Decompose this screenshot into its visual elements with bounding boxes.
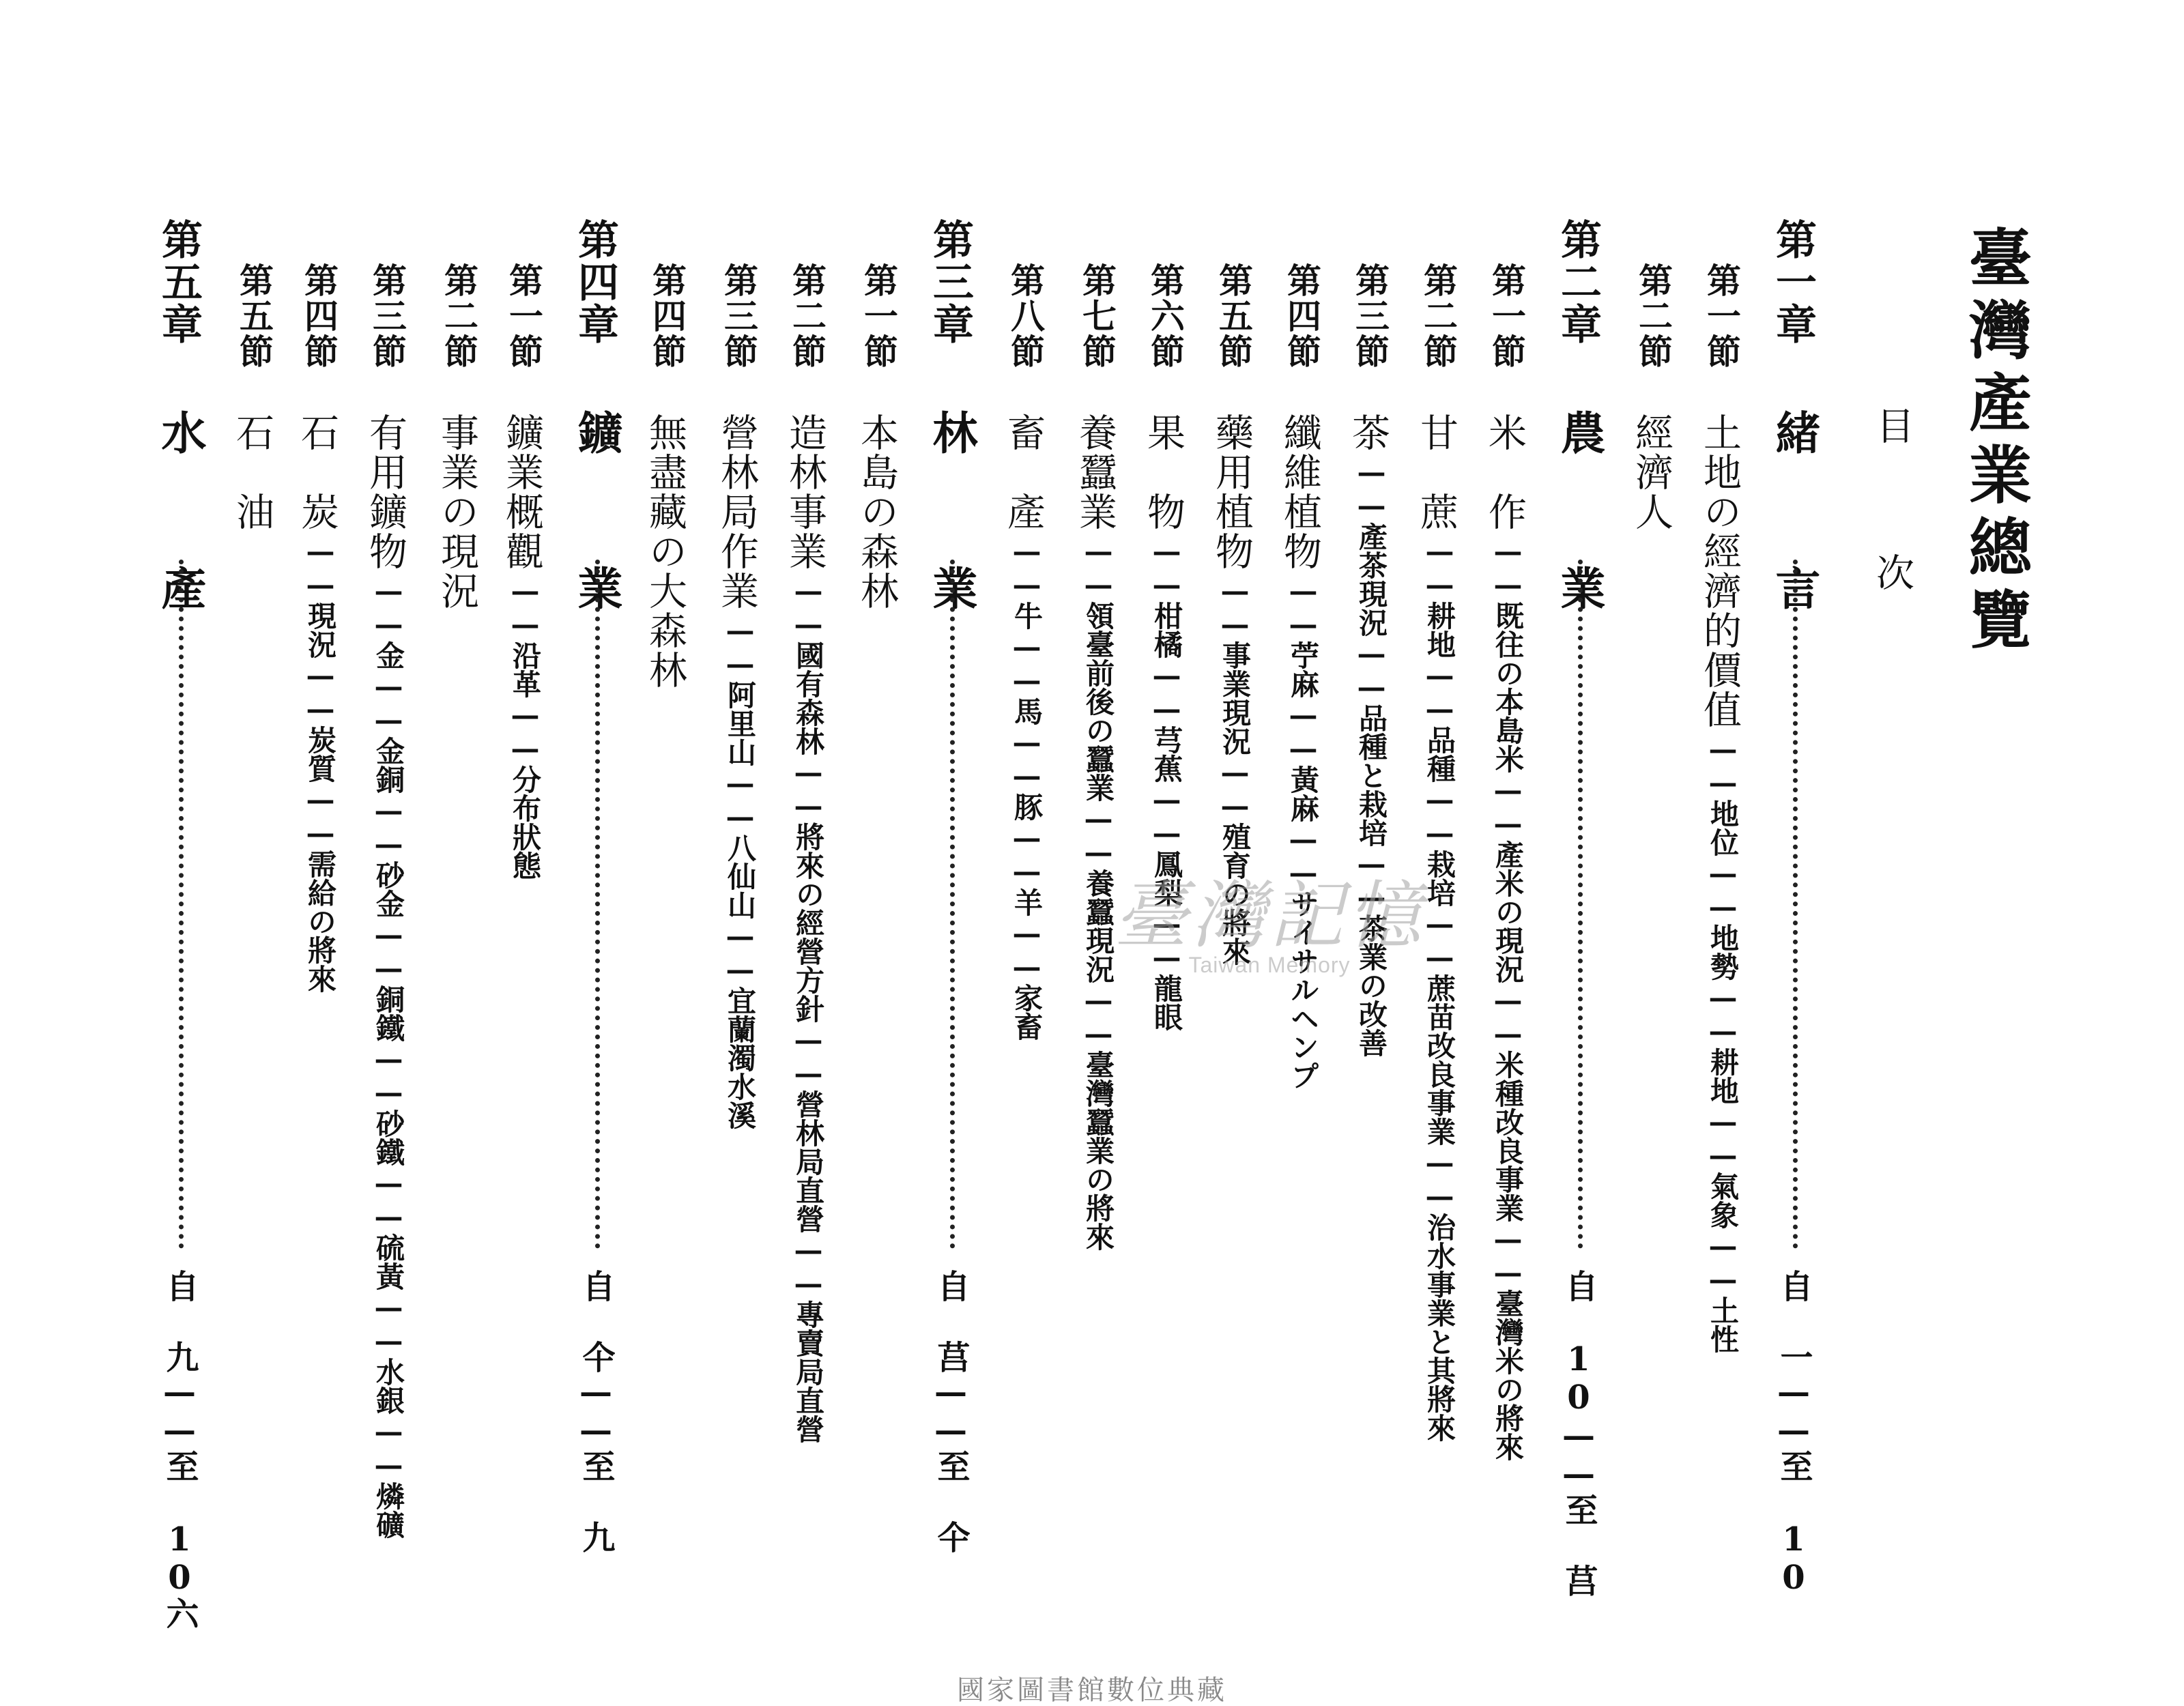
toc-heading-ji: 次	[1870, 553, 1914, 591]
page-range: 自 10——至 莒	[1560, 1269, 1598, 1597]
section-label: 第四節	[647, 263, 687, 369]
page-range: 自 九——至 10六	[160, 1269, 199, 1630]
section-title: 纖維植物	[1278, 413, 1322, 571]
section-label: 第二節	[439, 263, 478, 369]
section-label: 第五節	[234, 263, 274, 369]
book-title: 臺灣產業總覽	[1959, 225, 2032, 659]
section-subtopics: ——柑橘——芎蕉——鳳梨——龍眼	[1150, 534, 1183, 1031]
chapter-label: 第三章	[926, 218, 974, 345]
dot-leader	[595, 560, 600, 1249]
chapter-title: 農 業	[1553, 409, 1606, 643]
section-title: 經濟人	[1629, 413, 1673, 532]
chapter-label: 第一章	[1769, 218, 1817, 345]
toc-heading-mo: 目	[1870, 406, 1914, 444]
watermark-english: Taiwan Memory	[1188, 953, 1351, 977]
dot-leader	[950, 560, 955, 1249]
section-label: 第四節	[1282, 263, 1321, 369]
page-range: 自 一——至 10	[1774, 1269, 1813, 1597]
watermark-chinese: 臺灣記憶	[1113, 873, 1425, 959]
section-title: 石 炭	[295, 413, 339, 532]
section-subtopics: ——金——金銅——砂金——銅鐵——砂鐵——硫黃——水銀——燐礦	[372, 574, 405, 1539]
section-title: 甘 蔗	[1414, 413, 1459, 532]
section-title: 事業の現況	[435, 413, 479, 611]
section-subtopics: ——事業現況——殖育の將來	[1218, 574, 1252, 966]
chapter-label: 第五章	[155, 218, 203, 345]
section-title: 果 物	[1141, 413, 1186, 532]
section-subtopics: ——苧麻——黃麻——サイサルヘンプ	[1287, 574, 1320, 1090]
section-title: 土地の經濟的價值	[1697, 413, 1742, 729]
chapter-title: 水 產	[154, 409, 207, 643]
chapter-title: 緒 言	[1768, 409, 1821, 643]
section-label: 第一節	[1701, 263, 1741, 369]
section-subtopics: ——沿革——分布狀態	[508, 574, 542, 880]
section-subtopics: ——阿里山——八仙山——宜蘭濁水溪	[723, 613, 757, 1129]
section-title: 米 作	[1482, 413, 1527, 532]
section-label: 第七節	[1077, 263, 1117, 369]
section-label: 第五節	[1213, 263, 1253, 369]
section-subtopics: ——地位——地勢——耕地——氣象——土性	[1706, 732, 1740, 1353]
section-subtopics: ——領臺前後の蠶業——養蠶現況——臺灣蠶業の將來	[1082, 534, 1115, 1251]
watermark	[1092, 856, 1447, 978]
section-subtopics: ——既往の本島米——產米の現況——米種改良事業——臺灣米の將來	[1491, 534, 1525, 1461]
section-label: 第八節	[1005, 263, 1045, 369]
section-label: 第六節	[1145, 263, 1185, 369]
section-subtopics: ——國有森林——將來の經營方針——營林局直營——專賣局直營	[792, 574, 825, 1443]
section-title: 石 油	[230, 413, 274, 532]
section-title: 本島の森林	[854, 413, 899, 611]
chapter-label: 第二章	[1554, 218, 1602, 345]
section-title: 藥用植物	[1209, 413, 1254, 571]
chapter-label: 第四章	[571, 218, 619, 345]
chapter-title: 林 業	[925, 409, 978, 643]
page-range: 自 莒——至 仐	[932, 1269, 970, 1553]
section-label: 第一節	[504, 263, 543, 369]
section-label: 第一節	[859, 263, 898, 369]
section-title: 茶	[1346, 413, 1390, 452]
section-label: 第一節	[1486, 263, 1526, 369]
section-label: 第三節	[719, 263, 758, 369]
section-label: 第二節	[787, 263, 827, 369]
page-range: 自 仐——至 九	[577, 1269, 615, 1553]
section-label: 第三節	[367, 263, 407, 369]
section-title: 營林局作業	[715, 413, 759, 611]
section-subtopics: ——現況——炭質——需給の將來	[304, 534, 337, 993]
section-title: 無盡藏の大森林	[643, 413, 687, 690]
section-subtopics: ——牛——馬——豚——羊——家畜	[1010, 534, 1044, 1041]
dot-leader	[1793, 560, 1798, 1249]
section-title: 造林事業	[783, 413, 827, 571]
section-subtopics: ——耕地——品種——栽培——蔗苗改良事業——治水事業と其將來	[1423, 534, 1456, 1442]
dot-leader	[1578, 560, 1583, 1249]
chapter-title: 鑛 業	[570, 409, 623, 643]
section-title: 養蠶業	[1073, 413, 1117, 532]
dot-leader	[179, 560, 184, 1249]
footer-credit: 國家圖書館數位典藏	[957, 1675, 1227, 1706]
section-label: 第二節	[1633, 263, 1673, 369]
section-title: 畜 產	[1001, 413, 1046, 532]
section-title: 有用鑛物	[363, 413, 407, 571]
section-label: 第三節	[1350, 263, 1390, 369]
section-label: 第四節	[299, 263, 339, 369]
section-title: 鑛業概觀	[500, 413, 544, 571]
section-subtopics: ——產茶現況——品種と栽培——茶業の改善	[1355, 455, 1388, 1057]
section-label: 第二節	[1418, 263, 1458, 369]
